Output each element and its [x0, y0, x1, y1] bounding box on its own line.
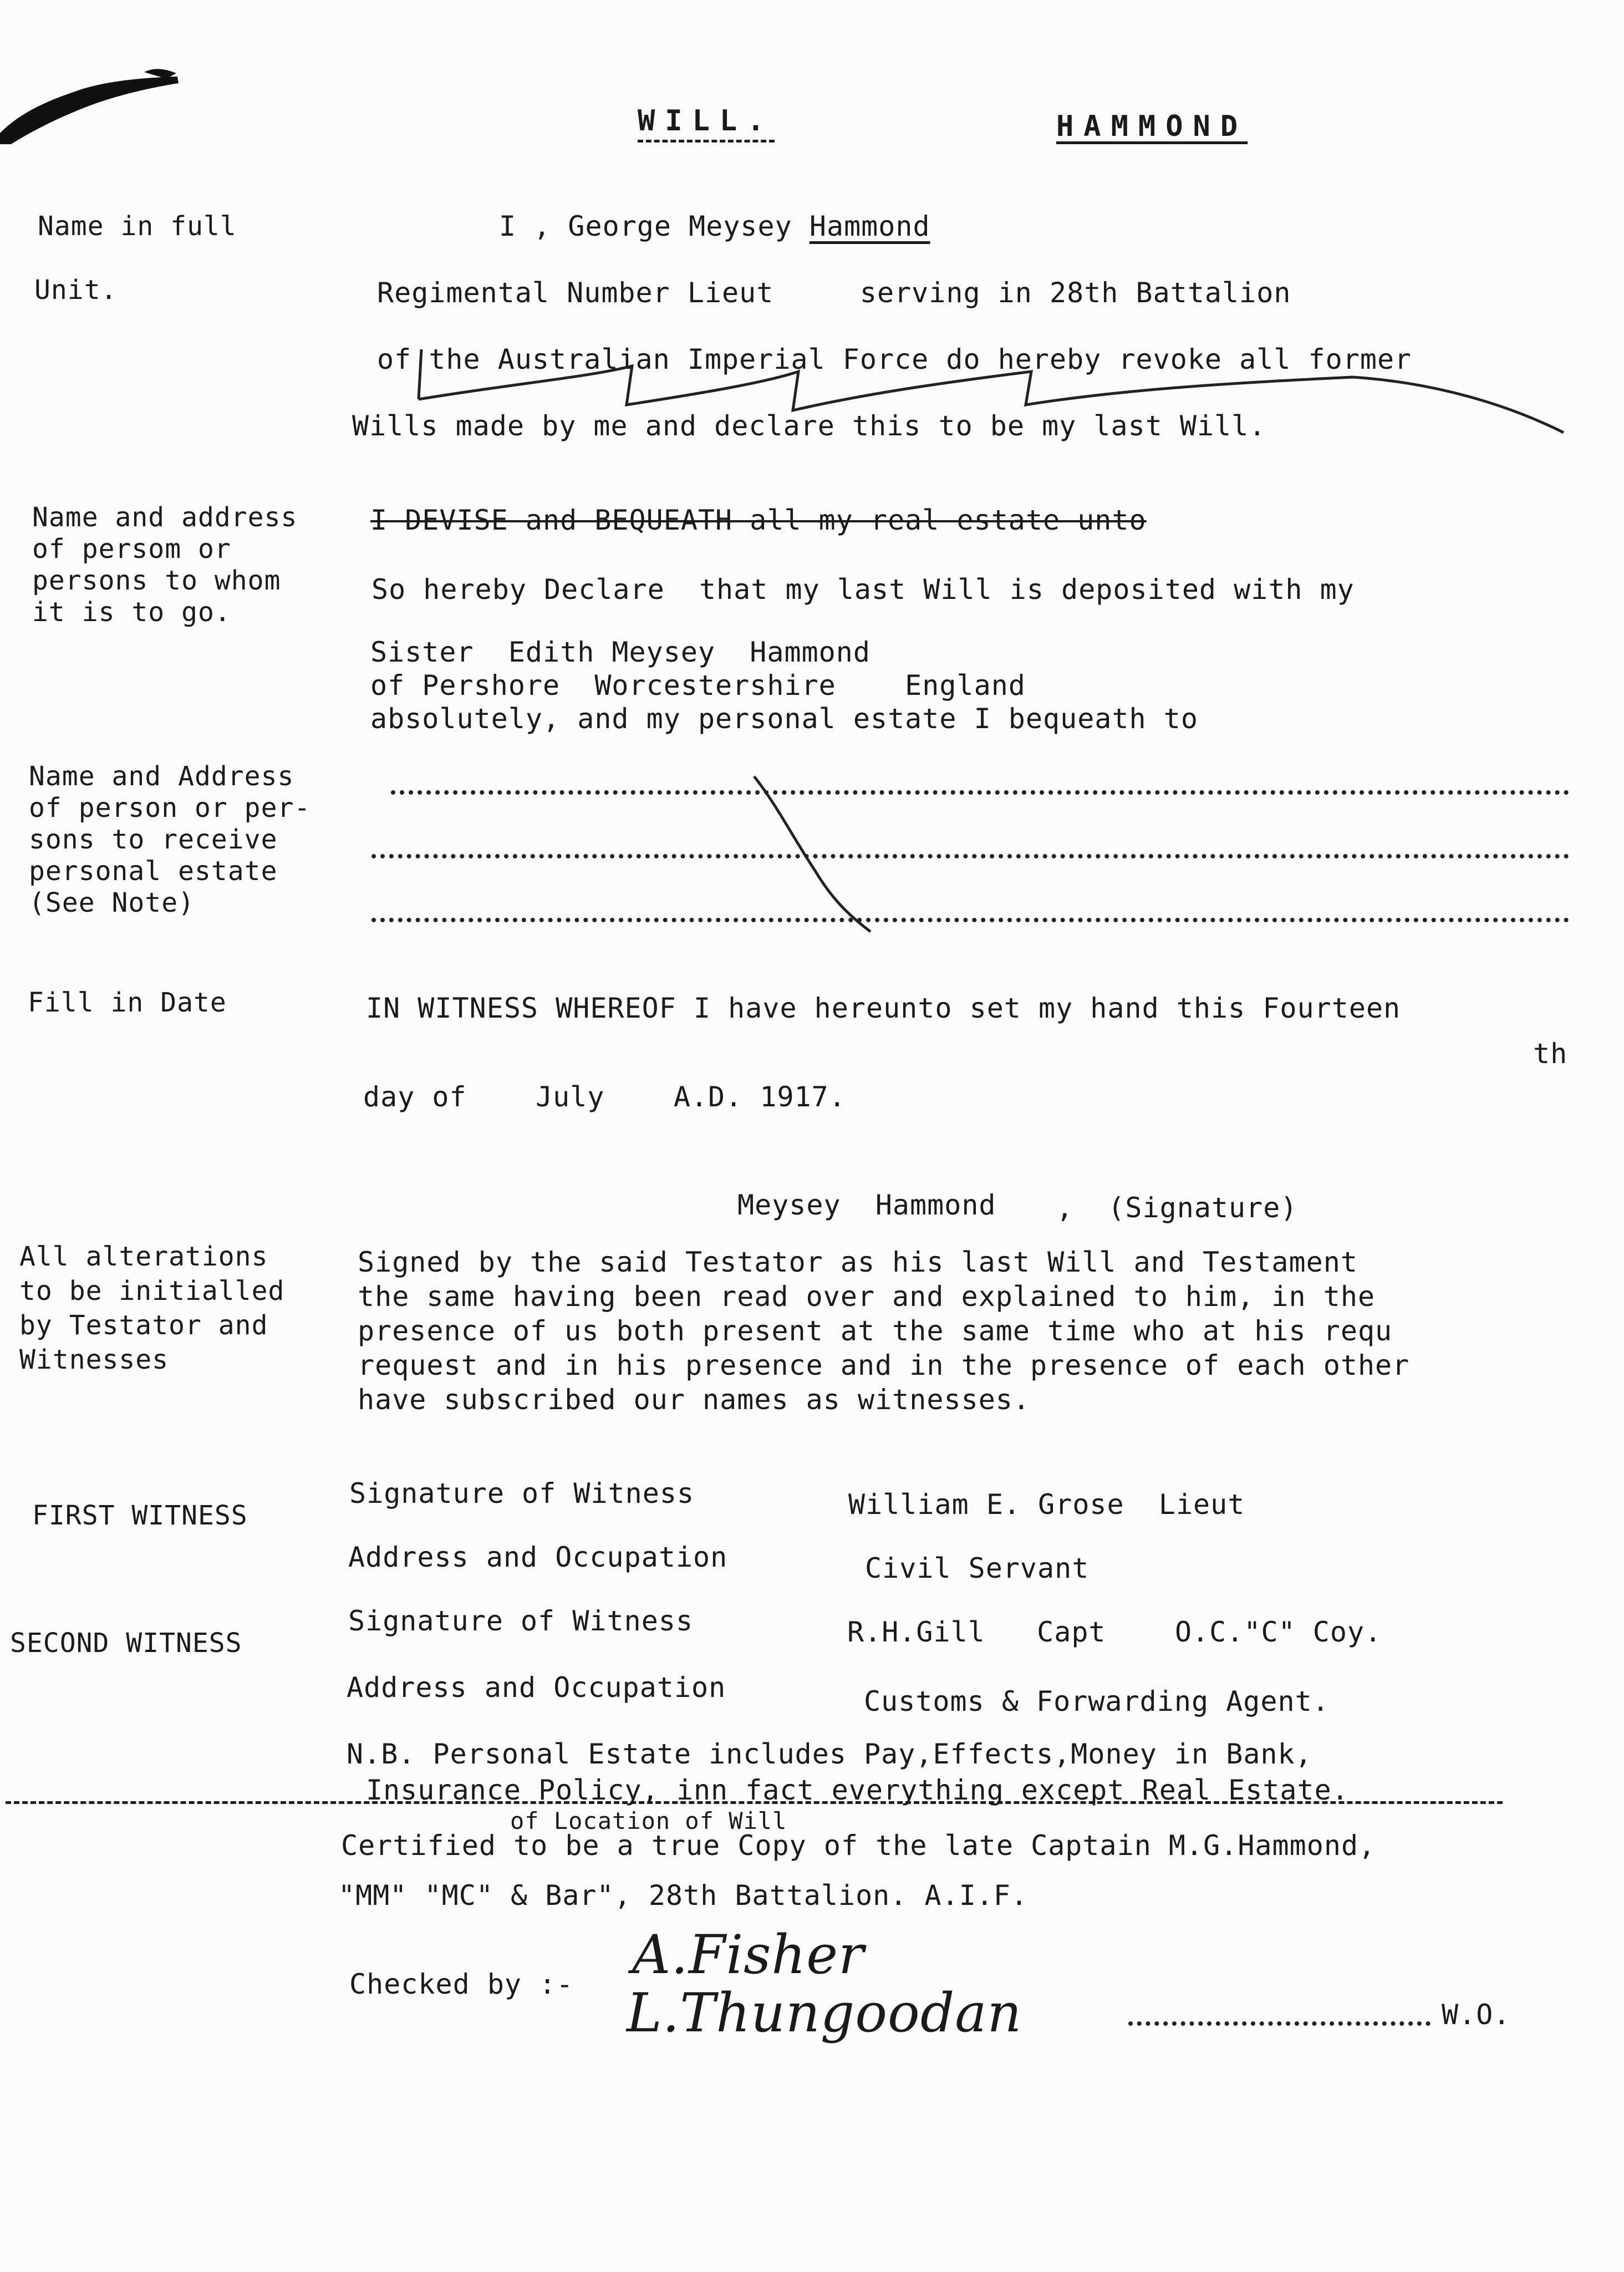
dotted-line: [371, 918, 1569, 922]
first-witness-addr-label: Address and Occupation: [348, 1541, 728, 1573]
beneficiary-name: Sister Edith Meysey Hammond: [370, 636, 870, 668]
note-line-2: Insurance Policy, inn fact everything except Real Estate.: [366, 1774, 1349, 1806]
warrant-officer-label: W.O.: [1442, 1999, 1511, 2031]
surname-heading: HAMMOND: [1056, 110, 1248, 143]
unit-label: Unit.: [34, 275, 118, 306]
checked-by-label: Checked by :-: [349, 1968, 574, 2000]
checker-signature-1: A.Fisher: [632, 1924, 864, 1986]
second-witness-signature: R.H.Gill Capt O.C."C" Coy.: [847, 1616, 1382, 1648]
unit-line-1: Regimental Number Lieut serving in 28th Battalion: [377, 277, 1291, 309]
real-estate-line-1: So hereby Declare that my last Will is deposited with my: [371, 573, 1355, 606]
real-estate-label: Name and address of persom or persons to whom it is to go.: [32, 502, 298, 628]
testator-surname: Hammond: [809, 210, 930, 242]
witness-whereof-line: IN WITNESS WHEREOF I have hereunto set my hand this Fourteen: [366, 992, 1401, 1024]
certification-line-1: Certified to be a true Copy of the late Captain M.G.Hammond,: [341, 1829, 1376, 1862]
attestation-clause: Signed by the said Testator as his last Will and Testament the same having been read over and explained to him, in the presence of us both present at the same time who at his requ request and in his presence and in the presence of each other have subscribed our names as witnesses.: [358, 1246, 1410, 1416]
dashed-separator: [6, 1801, 1503, 1804]
personal-estate-label: Name and Address of person or per- sons to receive personal estate (See Note): [29, 761, 311, 918]
certification-line-2: "MM" "MC" & Bar", 28th Battalion. A.I.F.: [338, 1879, 1029, 1912]
will-heading: WILL.: [638, 105, 775, 143]
note-line-1: N.B. Personal Estate includes Pay,Effects,Money in Bank,: [347, 1738, 1312, 1770]
testator-name: [499, 211, 930, 242]
second-witness-occupation: Customs & Forwarding Agent.: [864, 1685, 1330, 1717]
first-witness-label: FIRST WITNESS: [32, 1500, 248, 1531]
overtyped-location-text: of Location of Will: [510, 1807, 787, 1834]
dotted-line: [371, 854, 1569, 858]
checker-signature-2: L.Thungoodan: [627, 1982, 1022, 2044]
dotted-line: [391, 790, 1569, 795]
testator-signature: Meysey Hammond: [737, 1189, 996, 1221]
scribble-mark: [410, 344, 1575, 438]
second-witness-label: SECOND WITNESS: [10, 1628, 242, 1659]
unit-line-2: of the Australian Imperial Force do hereby revoke all former: [377, 343, 1412, 375]
date-suffix: th: [1533, 1038, 1568, 1070]
second-witness-addr-label: Address and Occupation: [347, 1671, 726, 1704]
diagonal-strike-mark: [749, 771, 882, 937]
ink-blot-mark: [0, 67, 183, 144]
testator-given-names: I , George Meysey: [499, 210, 792, 242]
alterations-label: All alterations to be initialled by Testator and Witnesses: [19, 1241, 285, 1375]
dotted-line: [1128, 2021, 1430, 2026]
unit-line-3: Wills made by me and declare this to be my last Will.: [352, 410, 1266, 442]
real-estate-line-4: absolutely, and my personal estate I bequeath to: [370, 703, 1198, 735]
date-label: Fill in Date: [28, 987, 227, 1018]
date-line: day of July A.D. 1917.: [363, 1081, 846, 1113]
first-witness-occupation: Civil Servant: [865, 1552, 1090, 1584]
second-witness-sig-label: Signature of Witness: [348, 1605, 694, 1637]
first-witness-signature: William E. Grose Lieut: [848, 1488, 1245, 1521]
beneficiary-address: of Pershore Worcestershire England: [370, 669, 1026, 702]
name-label: Name in full: [38, 211, 237, 242]
signature-label: , (Signature): [1056, 1192, 1298, 1224]
first-witness-sig-label: Signature of Witness: [349, 1477, 695, 1509]
struck-devise-text: I DEVISE and BEQUEATH all my real estate unto: [370, 504, 1147, 536]
